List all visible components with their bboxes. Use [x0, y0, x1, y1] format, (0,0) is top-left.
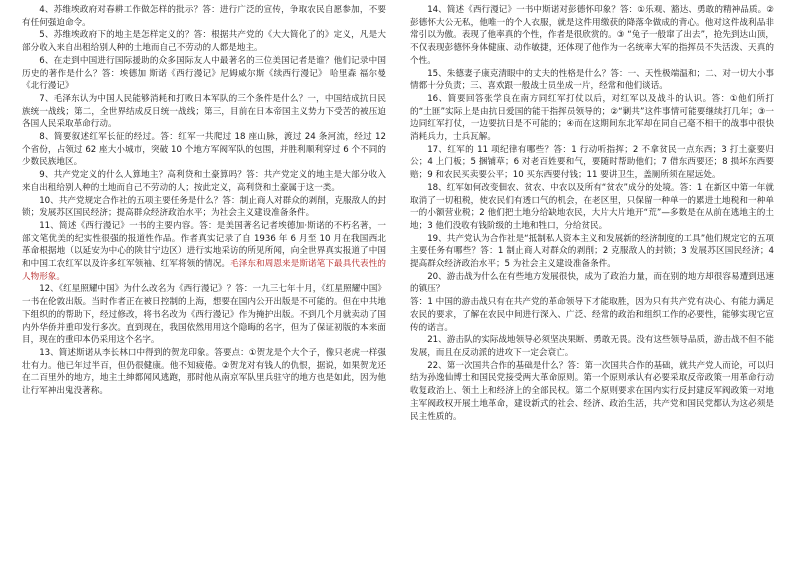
qa-paragraph [410, 233, 774, 271]
qa-paragraph [22, 347, 386, 398]
paragraph-text: 5、苏维埃政府下的地主是怎样定义的？答：根据共产党的《大大简化了的》定义，凡是大部分收入来自出租给别人种的土地而自己不劳动的人都是地主。 [22, 30, 386, 54]
qa-paragraph [410, 182, 774, 233]
paragraph-text: 21、游击队的实际战地领导必须坚决果断、勇敢无畏。没有这些领导品质，游击战不但不能发展，而且在反动派的进攻下一定会衰亡。 [410, 335, 774, 358]
qa-paragraph [410, 334, 774, 359]
paragraph-text: 6、在走到中国进行国际援助的众多国际友人中最著名的三位美国记者是谁？他们记录中国历史的著作是什么？答：埃德加 斯诺《西行漫记》尼姆威尔斯《续西行漫记》 哈里森 福尔曼《北行漫记》 [22, 55, 386, 92]
right-column [410, 4, 774, 423]
left-column [22, 4, 386, 398]
qa-paragraph [410, 296, 774, 334]
qa-paragraph [22, 55, 386, 93]
paragraph-text: 13、简述斯诺从李长林口中得到的贺龙印象。答要点：①贺龙是个大个子，像只老虎一样强壮有力。他已年过半百，但仍很健康。他不知疲倦。②贺龙对有钱人的仇恨，据说，如果贺龙还在二百里外的地方，地主土绅都闻风逃跑，那时他从南京军队里兵驻守的地方也是如此，因为他让行军神出鬼没著称。 [22, 347, 386, 397]
qa-paragraph [22, 195, 386, 220]
paragraph-text: 9、共产党定义的什么人算地主？高利贷和土豪算吗？答：共产党定义的地主是大部分收入来自出租给别人种的土地而自己不劳动的人；按此定义，高利贷和土豪属于这一类。 [22, 170, 386, 193]
paragraph-text: 17、红军的 11 项纪律有哪些？答：1 行动听指挥；2 不拿贫民一点东西；3 打土豪要归公；4 上门板；5 捆铺草；6 对老百姓要和气，要随时帮助他们；7 借东西要还；8 损坏东西要赔；9 和农民买卖要公平；10 买东西要付钱；11 要讲卫生，盖厕所须在屋远处。 [410, 144, 774, 181]
paragraph-text: 14、简述《西行漫记》一书中斯诺对彭德怀印象？答：①乐观、豁达、勇敢的精神品质。②彭德怀大公无私，他唯一的个人衣服，就是这件用缴获的降落伞做成的背心。他对这件战利品非常引以为傲。表现了他率真的个性，作者是很欣赏的。③ “兔子一般窜了出去”，抢先到达山顶，不仅表现彭德怀身体健康、动作敏捷，还体现了他作为一名统率大军的指挥员不失活泼、天真的个性。 [410, 5, 774, 66]
qa-paragraph [22, 283, 386, 347]
qa-paragraph [410, 360, 774, 424]
qa-paragraph [22, 4, 386, 29]
paragraph-text: 22、第一次国共合作的基础是什么？答：第一次国共合作的基础，就共产党人而论，可以归结为孙逸仙博士和国民党接受两大革命原则。第一个原则承认有必要采取反帝政策一用革命行动收复政治上、领土上和经济上的全部民权。第二个原则要求在国内实行反封建反军阀政策一对地主军阀政权开展土地革命，建设新式的社会、经济、政治生活，共产党和国民党都认为这必须是民主性质的。 [410, 360, 774, 422]
qa-paragraph [22, 169, 386, 194]
paragraph-text: 18、红军如何改变佃农、贫农、中农以及所有“贫农”成分的处境。答：1 在新区中第一年就取消了一切租税，使农民们有透口气的机会，在老区里，只保留一种单一的累进土地税和一种单一的小额营业税；2 他们把土地分给缺地农民，大片大片地开“荒”—多数是在从前在逃地主的土地；3 他们没收有钱阶级的土地和牲口，分给贫民。 [410, 182, 774, 231]
qa-paragraph [22, 131, 386, 169]
paragraph-text: 12、《红星照耀中国》为什么改名为《西行漫记》？答：一九三七年十月，《红星照耀中国》一书在伦敦出版。当时作者正在被日控制的上海，想要在国内公开出版是不可能的。但在中共地下组织的的帮助下，经过修改，将书名改为《西行漫记》作为掩护出版。不到几个月就卖动了国内外华侨并重印发行多次。直到现在，我国依然用用这个隐晦的名字，但为了保证初版的本来面目，现在的重印本仍采用这个名字。 [22, 284, 386, 346]
paragraph-text: 10、共产党规定合作社的五项主要任务是什么？答：制止商人对群众的剥削，克服敌人的封锁；发展苏区国民经济；提高群众经济政治水平；为社会主义建设准备条件。 [22, 195, 386, 219]
paragraph-text: 答：1 中国的游击战只有在共产党的革命领导下才能取胜，因为只有共产党有决心、有能力满足农民的要求，了解在农民中间进行深入、广泛、经常的政治和组织工作的必要性，能够实现它宣传的诺言。 [410, 297, 774, 333]
qa-paragraph [410, 68, 774, 93]
paragraph-text: 11、简述《西行漫记》一书的主要内容。答：是美国著名记者埃德加·斯诺的不朽名著，一部文笔优美的纪实性很强的报道性作品。作者真实记录了自 1936 年 6 月至 10 月在我国西北革命根据地（以延安为中心的陕甘宁边区）进行实地采访的所见所闻，向全世界真实报道了中国和中国工农红军以及许多红军领袖、红军将领的情况。 [22, 220, 386, 270]
qa-paragraph [410, 271, 774, 296]
paragraph-text: 4、苏维埃政府对春耕工作做怎样的批示？答：进行广泛的宣传，争取农民自愿参加，不要有任何强迫命令。 [22, 5, 386, 28]
paragraph-text: 19、共产党认为合作社是“抵制私人资本主义和发展新的经济制度的工具”他们规定它的五项主要任务有哪些？答：1 制止商人对群众的剥削；2 克服敌人的封锁；3 发展苏区国民经济；4 提高群众经济政治水平；5 为社会主义建设准备条件。 [410, 233, 774, 270]
qa-paragraph [410, 4, 774, 68]
qa-paragraph [22, 93, 386, 131]
paragraph-text: 20、游击战为什么在有些地方发展很快，成为了政治力量，而在别的地方却很容易遭到迅速的镇压？ [410, 271, 774, 295]
paragraph-text: 8、简要叙述红军长征的经过。答：红军一共爬过 18 座山脉，渡过 24 条河流，经过 12 个省份，占领过 62 座大小城市，突破 10 个地方军阀军队的包围，并胜利顺利穿过 6 个不同的少数民族地区。 [22, 132, 386, 168]
paragraph-text: 15、朱德妻子康克清眼中的丈夫的性格是什么？答：一、天性极端温和；二、对一切大小事情都十分负责；三、喜欢跟一般战士员坐成一片，经常和他们谈话。 [410, 68, 774, 92]
paragraph-text: 7、毛泽东认为中国人民能够消耗和打败日本军队的三个条件是什么？一，中国结成抗日民族统一战线；第二，全世界结成反日统一战线；第三，目前在日本帝国主义势力下受苦的被压迫各国人民采取革命行动。 [22, 93, 386, 130]
qa-paragraph [410, 144, 774, 182]
highlighted-text: 毛泽东和周恩来是斯诺笔下最具代表性的人物形象。 [22, 259, 386, 282]
paragraph-text: 16、简要回答张学良在南方同红军打仗以后，对红军以及战斗的认识。答：①他们所打的“土匪”实际上是由抗日爱国的能干指挥员领导的；②“剿共”这件事情可能要继续打几年；③一边同红军打仗，一边要抗日是不可能的；④而在这期间东北军却在同自己毫不相干的战事中很快消耗兵力，士兵瓦解。 [410, 93, 774, 143]
qa-paragraph [22, 220, 386, 284]
qa-paragraph [410, 93, 774, 144]
qa-paragraph [22, 29, 386, 54]
